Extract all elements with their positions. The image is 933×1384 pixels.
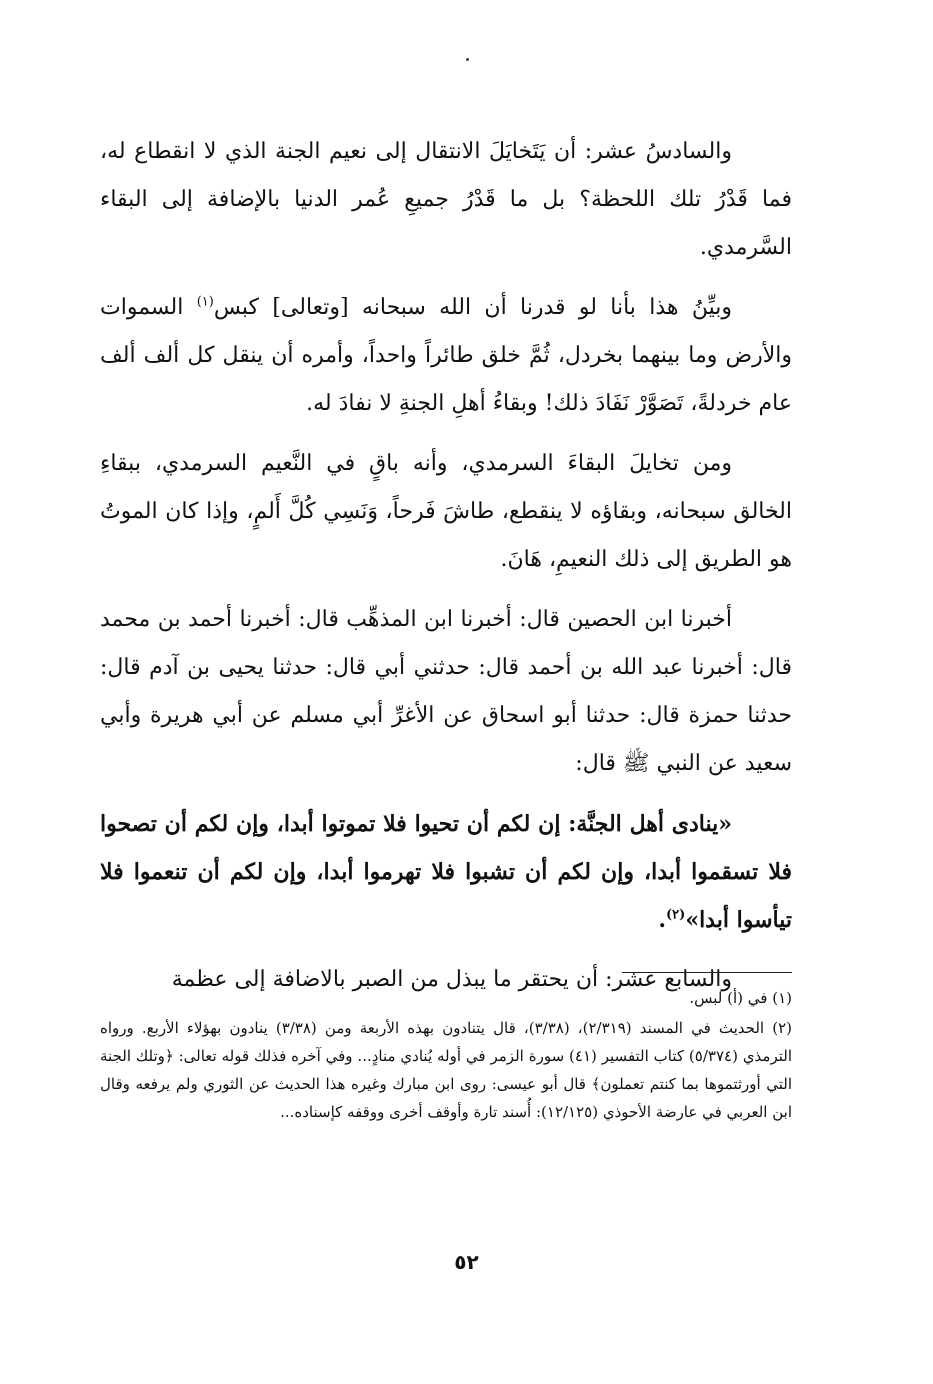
footnote-1: (١) في (أ) لبس.	[689, 989, 792, 1007]
paragraph-hadith: «ينادى أهل الجنَّة: إن لكم أن تحيوا فلا تموتوا أبدا، وإن لكم أن تصحوا فلا تسقموا أبدا، وإن لكم أن تشبوا فلا تهرموا أبدا، وإن لكم أن تنعموا فلا تيأسوا أبدا»$^{(٢)}$.	[100, 811, 792, 933]
paragraph-isnad: أخبرنا ابن الحصين قال: أخبرنا ابن المذهِّب قال: أخبرنا أحمد بن محمد قال: أخبرنا عبد الله بن أحمد قال: حدثني أبي قال: حدثنا يحيى بن آدم قال: حدثنا حمزة قال: حدثنا أبو اسحاق عن الأغرِّ أبي مسلم عن أبي هريرة وأبي سعيد عن النبي ﷺ قال:	[100, 607, 792, 776]
footnote-2: (٢) الحديث في المسند (٢/٣١٩)، (٣/٣٨)، قال يتنادون بهذه الأربعة ومن (٣/٣٨) ينادون بهؤلاء الأربع. ورواه الترمذي (٥/٣٧٤) كتاب التفسير (٤١) سورة الزمر في أوله يُنادي منادٍ... وفي آخره فذلك قوله تعالى: ﴿وتلك الجنة التي أورثتموها بما كنتم تعملون﴾ قال أبو عيسى: روى ابن مبارك وغيره هذا الحديث عن الثوري ولم يرفعه وقال ابن العربي في عارضة الأحوذي (١٢/١٢٥): أُسند تارة وأوقف أخرى ووقفه كإسناده...	[100, 1019, 793, 1121]
footnotes	[100, 984, 792, 1128]
footnote-ref-2[interactable]: (٢)	[666, 907, 686, 923]
page-number: ٥٢	[454, 1250, 479, 1274]
footnote-ref-1[interactable]: (١)	[196, 294, 214, 310]
paragraph-sixteenth: والسادسُ عشر: أن يَتَخايَلَ الانتقال إلى نعيم الجنة الذي لا انقطاع له، فما قَدْرُ تلك اللحظة؟ بل ما قَدْرُ جميعِ عُمر الدنيا بالإضافة إلى البقاء السَّرمدي.	[100, 139, 792, 260]
paragraph-mustard-analogy: وبيِّنُ هذا بأنا لو قدرنا أن الله سبحانه [وتعالى] كبس$^{(١)}$ السموات والأرض وما بينهما بخردل، ثُمَّ خلق طائراً واحداً، وأمره أن ينقل كل ألف ألف عام خردلةً، تَصَوَّرْ نَفَادَ ذلك! وبقاءُ أهلِ الجنةِ لا نفادَ له.	[100, 294, 792, 416]
top-dot-mark	[466, 58, 469, 61]
main-text	[100, 128, 792, 1004]
paragraph-eternal-abiding: ومن تخايلَ البقاءَ السرمدي، وأنه باقٍ في النَّعيم السرمدي، ببقاءِ الخالق سبحانه، وبقاؤه لا ينقطع، طاشَ فَرحاً، وَنَسِي كُلَّ أَلمٍ، وإذا كان الموتُ هو الطريق إلى ذلك النعيمِ، هَانَ.	[100, 451, 792, 572]
paragraph-seventeenth: والسابع عشر: أن يحتقر ما يبذل من الصبر بالاضافة إلى عظمة	[171, 967, 732, 992]
footnote-divider	[622, 972, 792, 973]
